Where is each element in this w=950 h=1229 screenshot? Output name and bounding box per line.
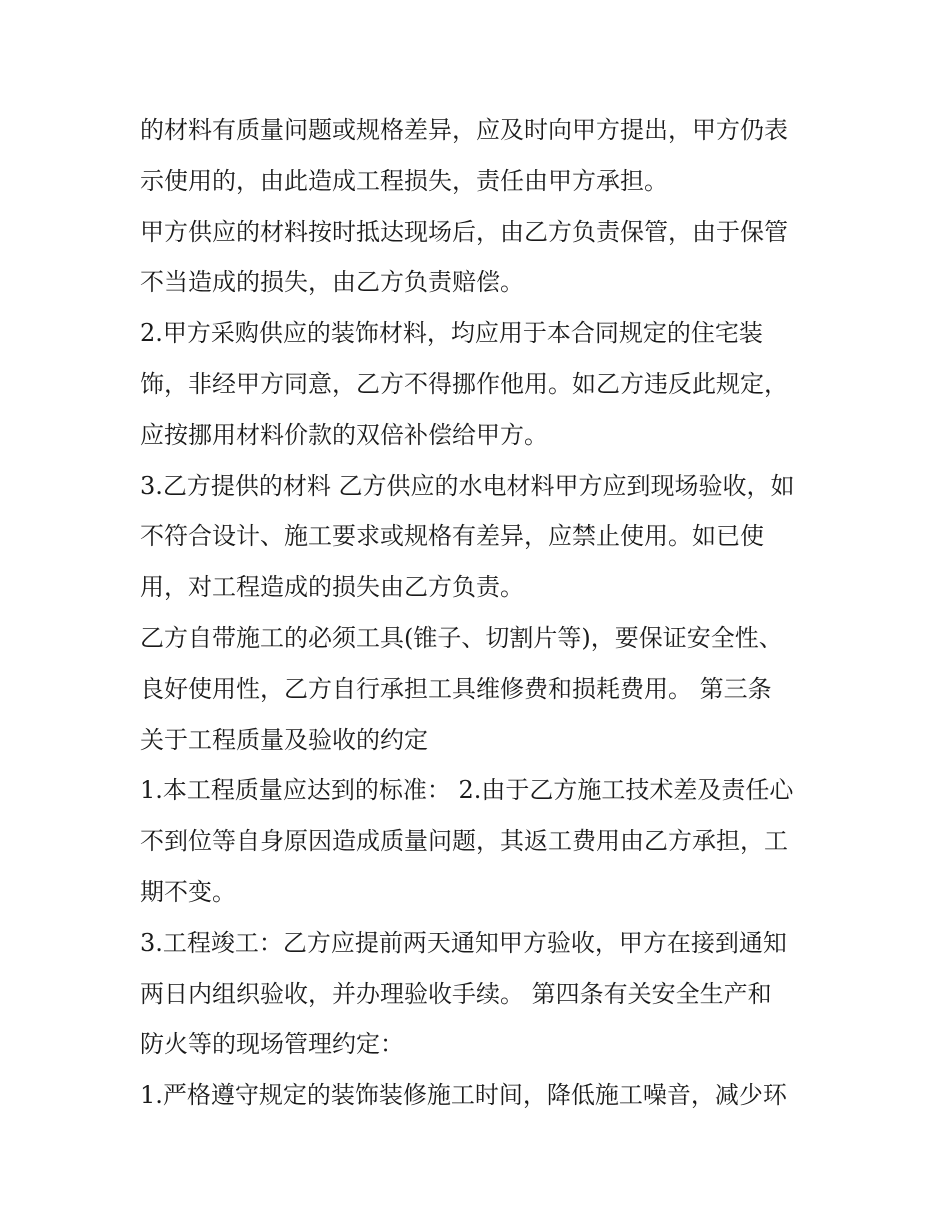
text-line: 的材料有质量问题或规格差异，应及时向甲方提出，甲方仍表 — [140, 116, 788, 144]
contract-body-text — [140, 105, 820, 1121]
text-line: 示使用的，由此造成工程损失，责任由甲方承担。 — [140, 166, 668, 195]
text-line: 2.甲方采购供应的装饰材料，均应用于本合同规定的住宅装 — [140, 319, 763, 348]
text-line: 良好使用性，乙方自行承担工具维修费和损耗费用。 第三条 — [140, 674, 772, 703]
text-line: 关于工程质量及验收的约定 — [140, 725, 428, 754]
text-line: 两日内组织验收，并办理验收手续。 第四条有关安全生产和 — [140, 979, 772, 1008]
text-line: 3.工程竣工：乙方应提前两天通知甲方验收，甲方在接到通知 — [140, 928, 787, 957]
text-line: 应按挪用材料价款的双倍补偿给甲方。 — [140, 420, 548, 449]
text-line: 饰，非经甲方同意，乙方不得挪作他用。如乙方违反此规定， — [140, 369, 788, 398]
text-line: 不当造成的损失，由乙方负责赔偿。 — [140, 268, 524, 297]
text-line: 不符合设计、施工要求或规格有差异，应禁止使用。如已使 — [140, 522, 764, 551]
text-line: 1.严格遵守规定的装饰装修施工时间，降低施工噪音，减少环 — [140, 1081, 787, 1110]
text-line: 期不变。 — [140, 877, 236, 906]
text-line: 防火等的现场管理约定： — [140, 1030, 404, 1059]
text-line: 不到位等自身原因造成质量问题，其返工费用由乙方承担，工 — [140, 827, 788, 856]
text-line: 乙方自带施工的必须工具(锥子、切割片等)，要保证安全性、 — [140, 623, 783, 652]
text-line: 甲方供应的材料按时抵达现场后，由乙方负责保管，由于保管 — [140, 217, 788, 246]
text-line: 用，对工程造成的损失由乙方负责。 — [140, 573, 524, 602]
text-line: 1.本工程质量应达到的标准： 2.由于乙方施工技术差及责任心 — [140, 776, 794, 805]
text-line: 3.乙方提供的材料 乙方供应的水电材料甲方应到现场验收，如 — [140, 471, 795, 500]
